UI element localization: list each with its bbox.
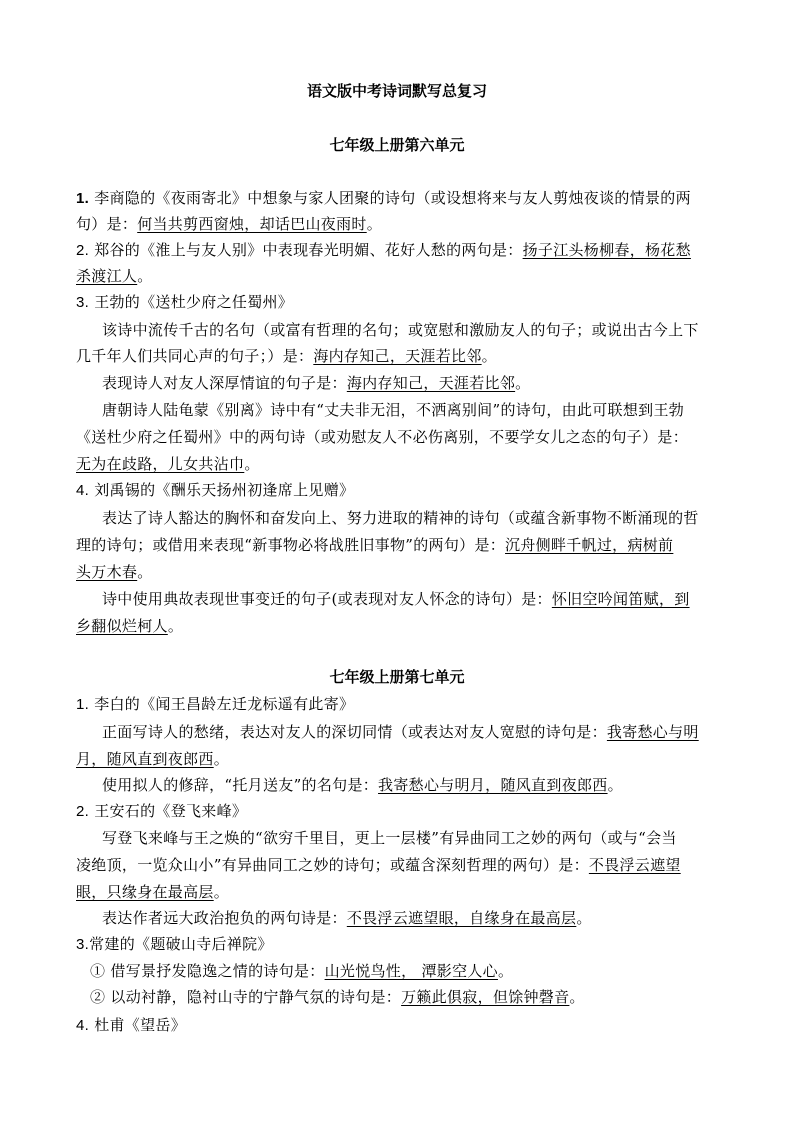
q4-title [76,480,726,501]
q3-c-line3 [76,454,726,474]
question-text: 借写景抒发隐逸之情的诗句是： [110,962,325,980]
answer-text: 海内存知己，天涯若比邻 [346,374,516,392]
answer-text: 杀渡江人 [76,267,138,285]
answer-text: 怀旧空吟闻笛赋，到 [551,590,690,608]
punctuation: 。 [137,267,153,285]
item-number: 3. [76,936,90,953]
punctuation: 。 [167,617,184,635]
s2-q1-title [76,694,726,715]
s2-q2-a-line3 [76,882,726,902]
item-number: 4. [76,1017,90,1034]
q4-b-line2 [76,616,726,636]
item-number: 3. [76,294,90,311]
q1-line1 [76,188,726,209]
punctuation: 。 [481,347,497,365]
question-text: 句）是： [76,215,138,233]
punctuation: 。 [515,374,531,392]
q2-line2 [76,266,726,286]
s2-q1-b-line [102,775,752,795]
punctuation: 。 [213,883,230,901]
s2-q1-a-line1 [102,722,752,742]
s2-q2-a-line2 [76,855,726,875]
punctuation: 。 [569,988,585,1006]
answer-text: 月，随风直到夜郎西 [76,750,214,768]
item-number: 1. [76,190,90,207]
punctuation: 。 [137,563,153,581]
q3-title [76,292,726,313]
question-text: 使用拟人的修辞，“托月送友”的名句是： [102,776,379,794]
q2-line1 [76,240,726,261]
question-text: 表现诗人对友人深厚情谊的句子是： [102,374,347,392]
question-text: 表达作者远大政治抱负的两句诗是： [102,909,347,927]
punctuation: 。 [213,750,230,768]
s2-q2-a-line1: 写登飞来峰与王之焕的“欲穷千里目，更上一层楼”有异曲同工之妙的两句（或与“会当 [102,829,677,847]
document-title: 语文版中考诗词默写总复习 [306,82,487,100]
s2-q2-b-line [102,908,752,928]
q3-a-line2 [76,346,726,366]
answer-text: 沉舟侧畔千帆过，病树前 [505,536,674,554]
punctuation: 。 [607,776,623,794]
item-number: 4. [76,482,90,499]
question-text: 正面写诗人的愁绪，表达对友人的深切同情（或表达对友人宽慰的诗句是： [102,723,607,741]
punctuation: 。 [576,909,592,927]
item-number: 2. [76,803,90,820]
answer-text: 乡翻似烂柯人 [76,617,168,635]
q4-b-line1 [102,589,752,609]
question-text: 凌绝顶，一览众山小”有异曲同工之妙的诗句；或蕴含深刻哲理的两句）是： [76,856,589,874]
q4-a-line1: 表达了诗人豁达的胸怀和奋发向上、努力进取的精神的诗句（或蕴含新事物不断涌现的哲 [102,509,699,527]
poem-title: 王安石的《登飞来峰》 [94,802,248,820]
circled-number: ① [90,962,106,980]
s2-q3-title [76,934,726,955]
q4-a-line3 [76,562,726,582]
poem-title: 李白的《闻王昌龄左迁龙标遥有此寄》 [94,695,355,713]
q3-c-line1: 唐朝诗人陆龟蒙《别离》诗中有“丈夫非无泪，不洒离别间”的诗句，由此可联想到王勃 [102,401,685,419]
answer-text: 眼，只缘身在最高层 [76,883,214,901]
answer-text: 万籁此俱寂，但馀钟磬音 [401,988,570,1006]
question-text: 李商隐的《夜雨寄北》中想象与家人团聚的诗句（或设想将来与友人剪烛夜谈的情景的两 [94,189,691,207]
item-number: 2. [76,242,90,259]
answer-text: 无为在歧路，儿女共沾巾 [76,455,245,473]
item-number: 1. [76,696,90,713]
s2-q3-b-line [90,987,740,1007]
question-text: 以动衬静，隐衬山寺的宁静气氛的诗句是： [110,988,402,1006]
answer-text: 我寄愁心与明 [606,723,699,741]
question-text: 郑谷的《淮上与友人别》中表现春光明媚、花好人愁的两句是： [94,241,523,259]
q3-a-line1: 该诗中流传千古的名句（或富有哲理的名句；或宽慰和激励友人的句子；或说出古今上下 [102,321,699,339]
answer-text: 扬子江头杨柳春，杨花愁 [522,241,691,259]
poem-title: 杜甫《望岳》 [94,1016,187,1034]
punctuation: 。 [497,962,514,980]
poem-title: 常建的《题破山寺后禅院》 [89,935,273,953]
punctuation: 。 [366,215,383,233]
answer-text: 不畏浮云遮望 [588,856,681,874]
answer-text: 何当共剪西窗烛，却话巴山夜雨时 [137,215,367,233]
answer-text: 我寄愁心与明月，随风直到夜郎西 [378,776,608,794]
s2-q2-title [76,801,726,822]
answer-text: 不畏浮云遮望眼，自缘身在最高层 [346,909,577,927]
circled-number: ② [90,988,106,1006]
s2-q1-a-line2 [76,749,726,769]
answer-text: 头万木春 [76,563,138,581]
question-text: 理的诗句；或借用来表现“新事物必将战胜旧事物”的两句）是： [76,536,506,554]
q3-b-line [102,373,752,393]
q4-a-line2 [76,535,726,555]
s2-q4-title [76,1015,726,1036]
q1-line2 [76,214,726,234]
answer-text: 海内存知己，天涯若比邻 [313,347,482,365]
poem-title: 刘禹锡的《酬乐天扬州初逢席上见赠》 [94,481,355,499]
punctuation: 。 [244,455,260,473]
section-heading: 七年级上册第七单元 [329,668,465,686]
q3-c-line2: 《送杜少府之任蜀州》中的两句诗（或劝慰友人不必伤离别，不要学女儿之态的句子）是： [76,428,689,446]
answer-text: 山光悦鸟性， 潭影空人心 [324,962,498,980]
poem-title: 王勃的《送杜少府之任蜀州》 [94,293,294,311]
question-text: 诗中使用典故表现世事变迁的句子(或表现对友人怀念的诗句）是： [102,590,552,608]
section-heading: 七年级上册第六单元 [329,136,465,154]
s2-q3-a-line [90,961,740,981]
question-text: 几千年人们共同心声的句子；）是： [76,347,314,365]
